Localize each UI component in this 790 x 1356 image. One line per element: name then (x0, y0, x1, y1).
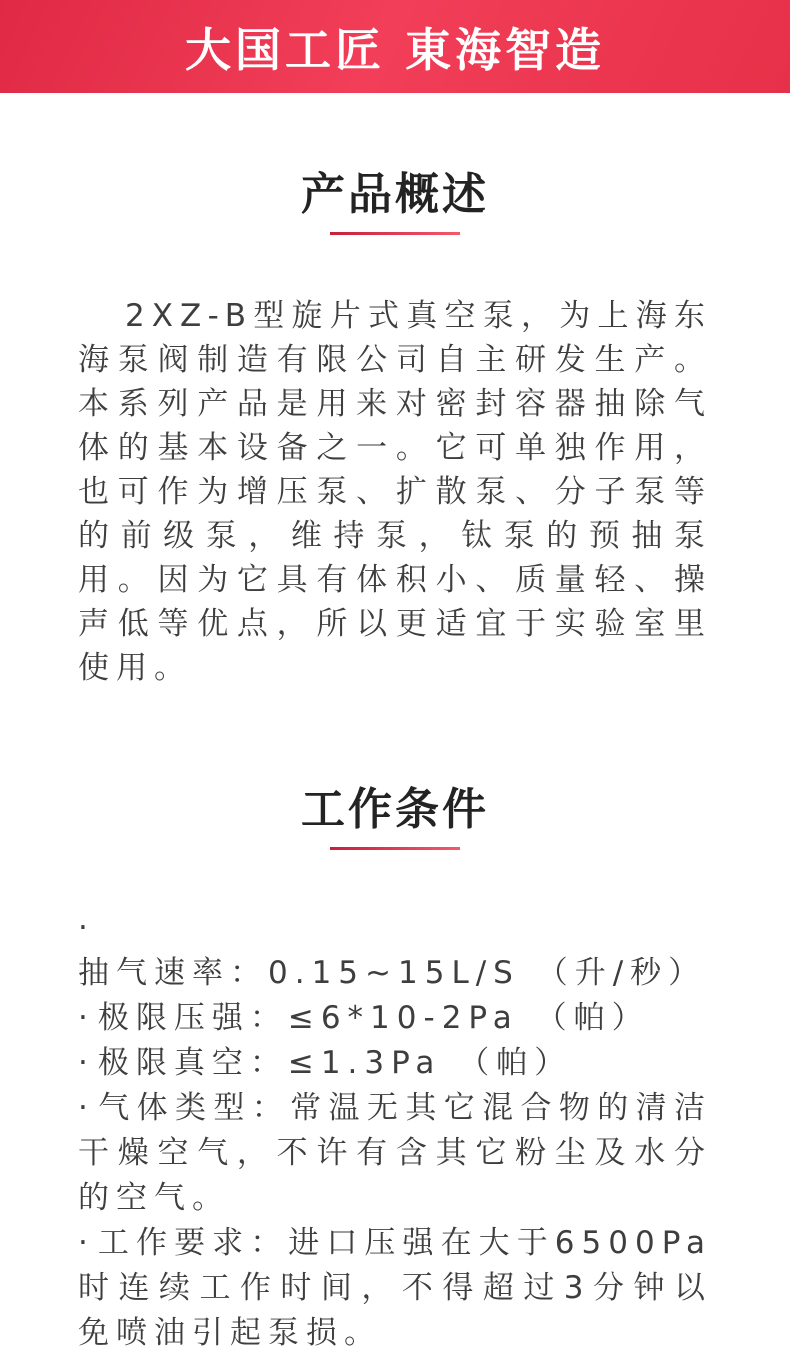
bullet-dot: · (78, 1090, 95, 1126)
list-item-text: 抽气速率：0.15~15L/S （升/秒） (78, 955, 707, 991)
list-item (78, 1086, 712, 1221)
product-overview-heading: 产品概述 (301, 169, 489, 220)
list-item-text: 极限压强：≤6*10-2Pa （帕） (97, 1000, 650, 1036)
bullet-dot: · (78, 1225, 95, 1261)
list-item (78, 906, 712, 996)
list-item (78, 996, 712, 1041)
bullet-dot: · (78, 1000, 95, 1036)
bullet-dot: · (78, 1045, 95, 1081)
heading-underline (330, 847, 460, 850)
list-item-text: 气体类型：常温无其它混合物的清洁干燥空气，不许有含其它粉尘及水分的空气。 (78, 1090, 712, 1216)
list-item (78, 1041, 712, 1086)
section-working-conditions (0, 786, 790, 1356)
heading-underline (330, 232, 460, 235)
bullet-dot: · (78, 910, 95, 946)
list-item-text: 极限真空：≤1.3Pa （帕） (97, 1045, 573, 1081)
list-item (78, 1221, 712, 1356)
working-conditions-heading: 工作条件 (301, 784, 489, 835)
product-overview-paragraph: 2XZ-B型旋片式真空泵，为上海东海泵阀制造有限公司自主研发生产。本系列产品是用来对密封容器抽除气体的基本设备之一。它可单独作用，也可作为增压泵、扩散泵、分子泵等的前级泵，维持泵，钛泵的预抽泵用。因为它具有体积小、质量轻、操声低等优点，所以更适宜于实验室里使用。 (78, 298, 712, 686)
top-banner (0, 0, 790, 93)
working-conditions-list (78, 906, 712, 1356)
list-item-text: 工作要求：进口压强在大于6500Pa时连续工作时间，不得超过3分钟以免喷油引起泵损。 (78, 1225, 712, 1351)
banner-title: 大国工匠 東海智造 (184, 22, 605, 77)
section-product-overview (0, 171, 790, 690)
